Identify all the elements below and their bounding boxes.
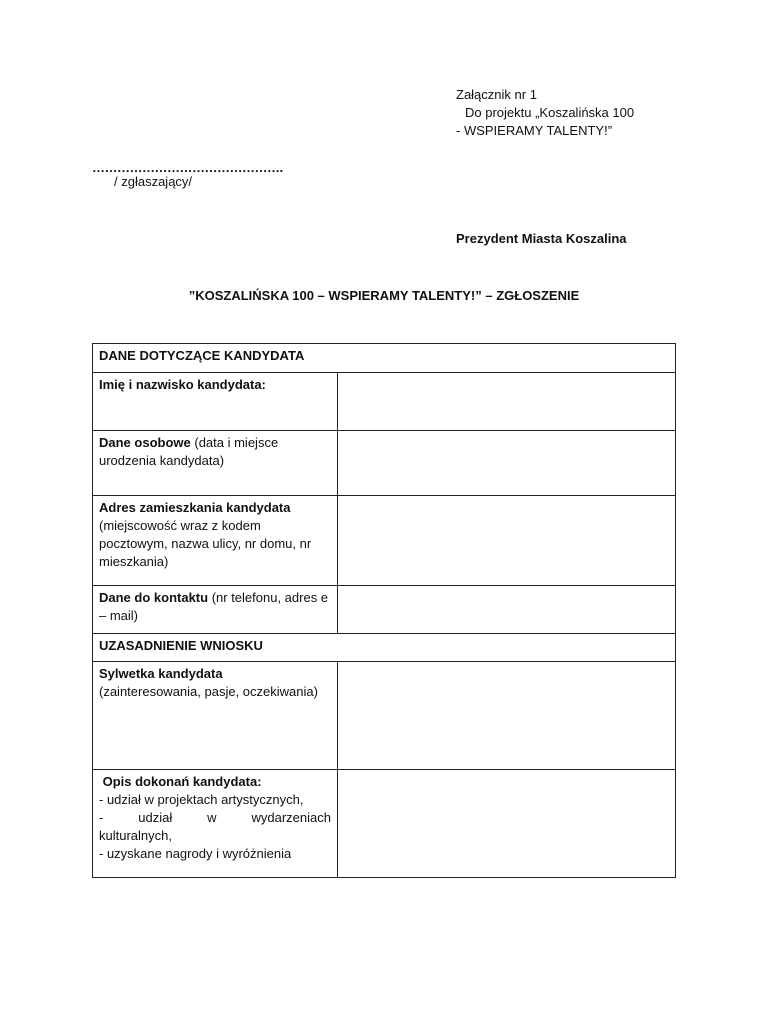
field-address[interactable] <box>338 496 676 586</box>
label-address <box>93 496 338 586</box>
attachment-line-1: Załącznik nr 1 <box>456 87 537 102</box>
label-contact-rest: (nr telefonu, adres e – mail) <box>99 590 329 623</box>
label-personal-data-rest: (data i miejsce urodzenia kandydata) <box>99 435 279 468</box>
achievements-item-1: - udział w projektach artystycznych, <box>99 792 304 807</box>
label-achievements-bold: Opis dokonań kandydata: <box>99 774 262 789</box>
achievements-item-2: - udział w wydarzeniach kulturalnych, <box>99 810 331 843</box>
label-achievements <box>93 770 338 878</box>
field-candidate-profile[interactable] <box>338 662 676 770</box>
section-justification: UZASADNIENIE WNIOSKU <box>93 634 676 662</box>
field-personal-data[interactable] <box>338 431 676 496</box>
label-candidate-profile-bold: Sylwetka kandydata <box>99 666 223 681</box>
label-contact <box>93 586 338 634</box>
label-full-name-bold: Imię i nazwisko kandydata: <box>99 377 266 392</box>
label-personal-data-bold: Dane osobowe <box>99 435 191 450</box>
label-address-bold: Adres zamieszkania kandydata <box>99 500 291 515</box>
form-title: ”KOSZALIŃSKA 100 – WSPIERAMY TALENTY!” – ZGŁOSZENIE <box>188 288 580 303</box>
achievements-item-3: - uzyskane nagrody i wyróżnienia <box>99 846 292 861</box>
label-contact-bold: Dane do kontaktu <box>99 590 209 605</box>
attachment-note <box>456 86 696 140</box>
applicant-signature-dots: ………………………………………. <box>92 160 283 175</box>
attachment-line-2: Do projektu „Koszalińska 100 <box>465 105 635 120</box>
field-full-name[interactable] <box>338 373 676 431</box>
field-achievements[interactable] <box>338 770 676 878</box>
label-candidate-profile-rest: (zainteresowania, pasje, oczekiwania) <box>99 684 318 699</box>
applicant-label: / zgłaszający/ <box>114 174 193 189</box>
field-contact[interactable] <box>338 586 676 634</box>
label-personal-data <box>93 431 338 496</box>
label-address-rest: (miejscowość wraz z kodem pocztowym, nazwa ulicy, nr domu, nr mieszkania) <box>99 518 312 569</box>
section-candidate-data: DANE DOTYCZĄCE KANDYDATA <box>93 344 676 373</box>
attachment-line-3: - WSPIERAMY TALENTY!” <box>456 123 613 138</box>
label-candidate-profile <box>93 662 338 770</box>
addressee: Prezydent Miasta Koszalina <box>456 231 627 246</box>
label-full-name <box>93 373 338 431</box>
application-form-table <box>92 343 676 878</box>
